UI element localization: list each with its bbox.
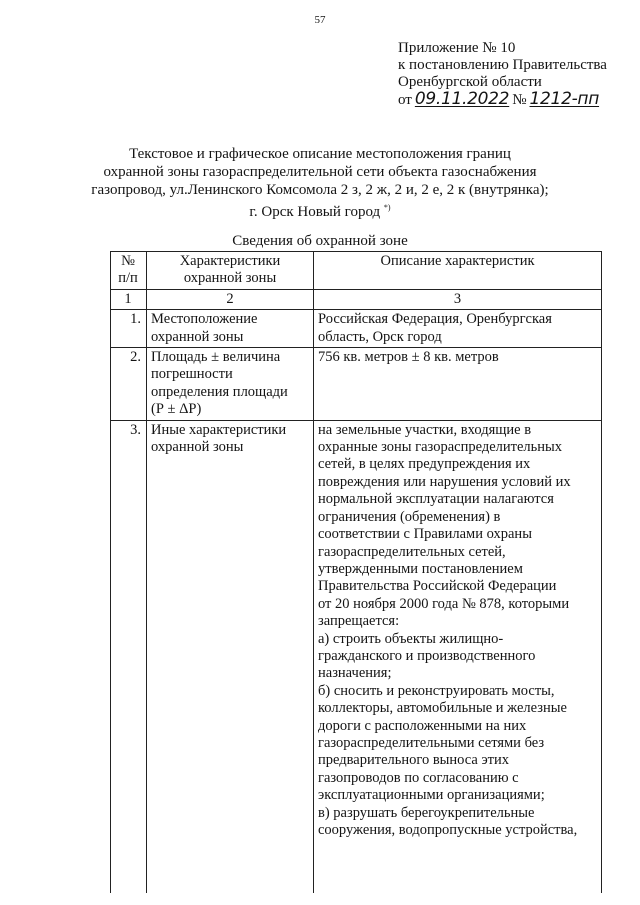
text-line: Площадь ± величина xyxy=(151,349,281,366)
text-line: эксплуатационными организациями; xyxy=(318,787,545,804)
date-prefix: от xyxy=(398,92,412,108)
row-number: 3. xyxy=(111,420,147,893)
protection-zone-table xyxy=(110,251,602,893)
text-line: в) разрушать берегоукрепительные xyxy=(318,804,535,821)
table-row xyxy=(111,420,602,893)
row-description xyxy=(314,420,602,893)
text-line: сооружения, водопропускные устройства, xyxy=(318,822,578,838)
appendix-line-1: Приложение № 10 xyxy=(398,40,516,56)
header-num-line: п/п xyxy=(118,270,138,287)
text-line: Местоположение xyxy=(151,311,258,328)
footnote-mark: *) xyxy=(383,203,391,212)
row-description xyxy=(314,348,602,421)
row-number: 2. xyxy=(111,348,147,421)
table-row xyxy=(111,310,602,348)
title-line-1: Текстовое и графическое описание местоположения границ xyxy=(129,146,511,162)
header-characteristic-line: охранной зоны xyxy=(183,270,277,287)
text-line: охранной зоны xyxy=(151,439,244,456)
appendix-date-line xyxy=(398,91,607,109)
text-line: от 20 ноября 2000 года № 878, которыми xyxy=(318,595,570,612)
header-description: Описание характеристик xyxy=(314,252,602,290)
text-line: дороги с расположенными на них xyxy=(318,717,527,734)
appendix-header xyxy=(398,40,607,109)
title-line-2: охранной зоны газораспределительной сети объекта газоснабжения xyxy=(103,164,537,180)
table-row xyxy=(111,348,602,421)
text-line: на земельные участки, входящие в xyxy=(318,421,532,438)
text-line: а) строить объекты жилищно- xyxy=(318,630,504,647)
text-line: Российская Федерация, Оренбургская xyxy=(318,311,552,328)
row-description xyxy=(314,310,602,348)
text-line: охранной зоны xyxy=(151,328,244,345)
header-characteristic xyxy=(147,252,314,290)
header-num xyxy=(111,252,147,290)
title-line-3: газопровод, ул.Ленинского Комсомола 2 з, 2 ж, 2 и, 2 е, 2 к (внутрянка); xyxy=(91,182,549,198)
text-line: соответствии с Правилами охраны xyxy=(318,526,532,543)
text-line: (Р ± ΔР) xyxy=(151,401,202,418)
text-line: гражданского и производственного xyxy=(318,647,536,664)
document-title xyxy=(60,145,580,221)
column-number: 3 xyxy=(314,289,602,309)
table-header-row xyxy=(111,252,602,290)
text-line: запрещается: xyxy=(318,613,400,630)
column-numbers-row xyxy=(111,289,602,309)
text-line: сетей, в целях предупреждения их xyxy=(318,456,531,473)
handwritten-date: 09.11.2022 xyxy=(414,89,510,109)
title-line-4 xyxy=(60,199,580,221)
title-location: г. Орск Новый город xyxy=(249,204,381,220)
text-line: определения площади xyxy=(151,383,288,400)
row-number: 1. xyxy=(111,310,147,348)
header-num-line: № xyxy=(121,253,135,269)
text-line: утвержденными постановлением xyxy=(318,560,523,577)
table-caption: Сведения об охранной зоне xyxy=(232,233,408,249)
text-line: область, Орск город xyxy=(318,328,442,345)
text-line: предварительного выноса этих xyxy=(318,752,510,769)
text-line: Правительства Российской Федерации xyxy=(318,578,557,595)
header-characteristic-line: Характеристики xyxy=(179,253,281,269)
handwritten-number: 1212-пп xyxy=(529,89,600,109)
text-line: нормальной эксплуатации налагаются xyxy=(318,491,554,508)
text-line: ограничения (обременения) в xyxy=(318,508,501,525)
text-line: коллекторы, автомобильные и железные xyxy=(318,700,567,717)
text-line: газораспределительными сетями без xyxy=(318,734,545,751)
column-number: 2 xyxy=(147,289,314,309)
text-line: газораспределительных сетей, xyxy=(318,543,506,560)
text-line: Иные характеристики xyxy=(151,421,287,438)
text-line: б) сносить и реконструировать мосты, xyxy=(318,682,555,699)
text-line: погрешности xyxy=(151,366,233,383)
number-prefix: № xyxy=(512,92,527,108)
column-number: 1 xyxy=(111,289,147,309)
text-line: повреждения или нарушения условий их xyxy=(318,473,571,490)
appendix-line-3: Оренбургской области xyxy=(398,74,542,90)
appendix-line-2: к постановлению Правительства xyxy=(398,57,607,73)
text-line: назначения; xyxy=(318,665,392,682)
page-number: 57 xyxy=(314,14,326,26)
row-characteristic xyxy=(147,420,314,893)
row-characteristic xyxy=(147,348,314,421)
text-line: охранные зоны газораспределительных xyxy=(318,439,563,456)
text-line: газопроводов по согласованию с xyxy=(318,769,519,786)
text-line: 756 кв. метров ± 8 кв. метров xyxy=(318,349,499,366)
row-characteristic xyxy=(147,310,314,348)
